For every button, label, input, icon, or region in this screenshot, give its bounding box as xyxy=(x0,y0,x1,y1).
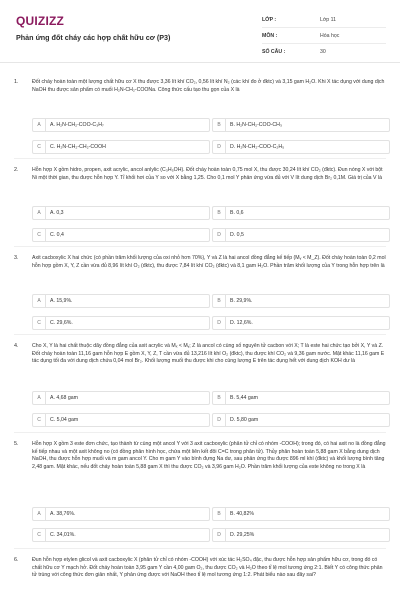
question-number: 6. xyxy=(14,557,19,563)
question-divider xyxy=(14,334,386,335)
quizizz-logo: QUIZIZZ xyxy=(16,14,65,28)
option-text: B. 5,44 gam xyxy=(230,395,258,401)
question-number: 4. xyxy=(14,343,19,349)
option-letter: D xyxy=(213,229,226,241)
option-text: C. 5,04 gam xyxy=(50,417,79,423)
option-text: A. 0,3 xyxy=(50,210,64,216)
option-text: A. 4,68 gam xyxy=(50,395,78,401)
option-text: B. H₂N-CH₂-COO-CH₃ xyxy=(230,122,282,128)
meta-subject-row xyxy=(262,28,386,44)
meta-class-label: LỚP : xyxy=(262,16,277,23)
option-b[interactable] xyxy=(212,391,390,405)
option-c[interactable] xyxy=(32,140,210,154)
option-letter: B xyxy=(213,295,226,307)
meta-count-value: 30 xyxy=(320,48,326,55)
option-text: B. 40,82% xyxy=(230,511,254,517)
option-text: D. 5,80 gam xyxy=(230,417,259,423)
option-text: D. H₂N-CH₂-COO-C₂H₅ xyxy=(230,144,285,150)
option-letter: B xyxy=(213,508,226,520)
option-b[interactable] xyxy=(212,118,390,132)
option-text: D. 0,5 xyxy=(230,232,244,238)
option-a[interactable] xyxy=(32,391,210,405)
option-text: A. 38,76%. xyxy=(50,511,76,517)
option-letter: C xyxy=(33,317,46,329)
option-text: A. 15,9%. xyxy=(50,298,73,304)
option-text: A. H₂N-CH₂-COO-C₃H₇ xyxy=(50,122,104,128)
meta-class-row xyxy=(262,12,386,28)
option-letter: C xyxy=(33,529,46,541)
option-letter: A xyxy=(33,295,46,307)
option-b[interactable] xyxy=(212,206,390,220)
question-divider xyxy=(14,246,386,247)
question-text: Axit cacboxylic X hai chức (có phần trăm khối lượng của oxi nhỏ hơn 70%), Y và Z là hai ancol đồng đẳng kế tiếp (Mᵧ < M_Z). Đốt cháy hoàn toàn 0,2 mol hỗn hợp gồm X, Y, Z cần vừa đủ 8,96 lít khí O₂ (đktc), thu được 7,84 lít khí CO₂ (đktc) và 8,1 gam H₂O. Phần trăm khối lượng của Y trong hỗn hợp trên là xyxy=(32,255,386,269)
question-text: Hỗn hợp X gồm hidro, propen, axit acrylic, ancol anlylic (C₃H₅OH). Đốt cháy hoàn toàn 0,75 mol X, thu được 30,24 lít khí CO₂ (đktc). Đun nóng X với bột Ni một thời gian, thu được hỗn hợp Y. Tỉ khối hơi của Y so với X bằng 1,25. Cho 0,1 mol Y phản ứng vừa đủ với V lít dung dịch Br₂ 0,1M. Giá trị của V là xyxy=(32,167,383,181)
header-divider xyxy=(0,62,400,63)
option-letter: B xyxy=(213,119,226,131)
option-text: C. 0,4 xyxy=(50,232,64,238)
option-letter: B xyxy=(213,392,226,404)
meta-subject-label: MÔN : xyxy=(262,32,278,39)
option-letter: A xyxy=(33,508,46,520)
question-number: 2. xyxy=(14,167,19,173)
option-text: D. 29,25% xyxy=(230,532,255,538)
option-a[interactable] xyxy=(32,206,210,220)
question-number: 3. xyxy=(14,255,19,261)
meta-count-label: SỐ CÂU : xyxy=(262,48,286,55)
option-letter: D xyxy=(213,317,226,329)
worksheet-meta xyxy=(262,12,386,59)
option-text: C. H₂N-CH₂-CH₂-COOH xyxy=(50,144,106,150)
option-d[interactable] xyxy=(212,140,390,154)
option-letter: D xyxy=(213,414,226,426)
option-c[interactable] xyxy=(32,228,210,242)
option-d[interactable] xyxy=(212,528,390,542)
worksheet-header xyxy=(0,0,400,62)
meta-subject-value: Hóa học xyxy=(320,32,340,39)
question-text: Cho X, Y là hai chất thuộc dãy đồng đẳng của axit acrylic và Mₓ < Mᵧ; Z là ancol có cùng số nguyên tử cacbon với X; T là este hai chức tạo bởi X, Y và Z. Đốt cháy hoàn toàn 11,16 gam hỗn hợp E gồm X, Y, Z, T cần vừa đủ 13,216 lít khí O₂ (đktc), thu được khí CO₂ và 9,36 gam nước. Mặt khác 11,16 gam E tác dụng tối đa với dung dịch chứa 0,04 mol Br₂. Khối lượng muối thu được khi cho cùng lượng E trên tác dụng hết với dung dịch KOH dư là xyxy=(32,343,385,365)
option-d[interactable] xyxy=(212,228,390,242)
question-divider xyxy=(14,158,386,159)
question-number: 1. xyxy=(14,79,19,85)
option-letter: A xyxy=(33,392,46,404)
option-letter: C xyxy=(33,229,46,241)
option-d[interactable] xyxy=(212,413,390,427)
option-letter: C xyxy=(33,414,46,426)
option-letter: B xyxy=(213,207,226,219)
question-text: Hỗn hợp X gồm 3 este đơn chức, tạo thành từ cùng một ancol Y với 3 axit cacboxylic (phân tử chỉ có nhóm -COOH); trong đó, có hai axit no là đồng đẳng kế tiếp nhau và một axit không no (có đồng phân hình học, chứa một liên kết đôi C=C trong phân tử). Thủy phân hoàn toàn 5,88 gam X bằng dung dịch NaOH, thu được hỗn hợp muối và m gam ancol Y. Cho m gam Y vào bình đựng Na dư, sau phản ứng thu được 896 ml khí (đktc) và khối lượng bình tăng 2,48 gam. Mặt khác, nếu đốt cháy hoàn toàn 5,88 gam X thì thu được CO₂ và 3,96 gam H₂O. Phần trăm khối lượng của este không no trong X là xyxy=(32,441,386,470)
question-text: Đun hỗn hợp etylen glicol và axit cacboxylic X (phân tử chỉ có nhóm -COOH) với xúc tác H₂SO₄ đặc, thu được hỗn hợp sản phẩm hữu cơ, trong đó có chất hữu cơ Y mạch hở. Đốt cháy hoàn toàn 3,95 gam Y cần 4,00 gam O₂, thu được CO₂ và H₂O theo tỉ lệ mol tương ứng 2:1. Biết Y có công thức phân tử trùng với công thức đơn giản nhất, Y phản ứng được với NaOH theo tỉ lệ mol tương ứng 1:2. Phát biểu nào sau đây sai? xyxy=(32,557,383,579)
option-text: B. 0,6 xyxy=(230,210,244,216)
option-c[interactable] xyxy=(32,316,210,330)
option-letter: A xyxy=(33,119,46,131)
option-letter: D xyxy=(213,529,226,541)
option-text: D. 12,6%. xyxy=(230,320,253,326)
option-text: B. 29,9%. xyxy=(230,298,253,304)
option-text: C. 29,6%. xyxy=(50,320,73,326)
option-d[interactable] xyxy=(212,316,390,330)
option-letter: D xyxy=(213,141,226,153)
option-letter: C xyxy=(33,141,46,153)
option-c[interactable] xyxy=(32,413,210,427)
option-c[interactable] xyxy=(32,528,210,542)
option-a[interactable] xyxy=(32,507,210,521)
option-b[interactable] xyxy=(212,507,390,521)
option-b[interactable] xyxy=(212,294,390,308)
option-letter: A xyxy=(33,207,46,219)
question-divider xyxy=(14,548,386,549)
worksheet-title: Phản ứng đốt cháy các hợp chất hữu cơ (P3) xyxy=(16,33,171,42)
option-a[interactable] xyxy=(32,118,210,132)
question-number: 5. xyxy=(14,441,19,447)
question-divider xyxy=(14,432,386,433)
option-a[interactable] xyxy=(32,294,210,308)
question-text: Đốt cháy hoàn toàn một lượng chất hữu cơ X thu được 3,36 lít khí CO₂, 0,56 lít khí N₂ (các khí đo ở đktc) và 3,15 gam H₂O. Khi X tác dụng với dung dịch NaOH thu được sản phẩm có muối H₂N-CH₂-COONa. Công thức cấu tạo thu gọn của X là xyxy=(32,79,385,93)
meta-count-row xyxy=(262,44,386,59)
meta-class-value: Lớp 11 xyxy=(320,16,336,23)
option-text: C. 34,01%. xyxy=(50,532,76,538)
